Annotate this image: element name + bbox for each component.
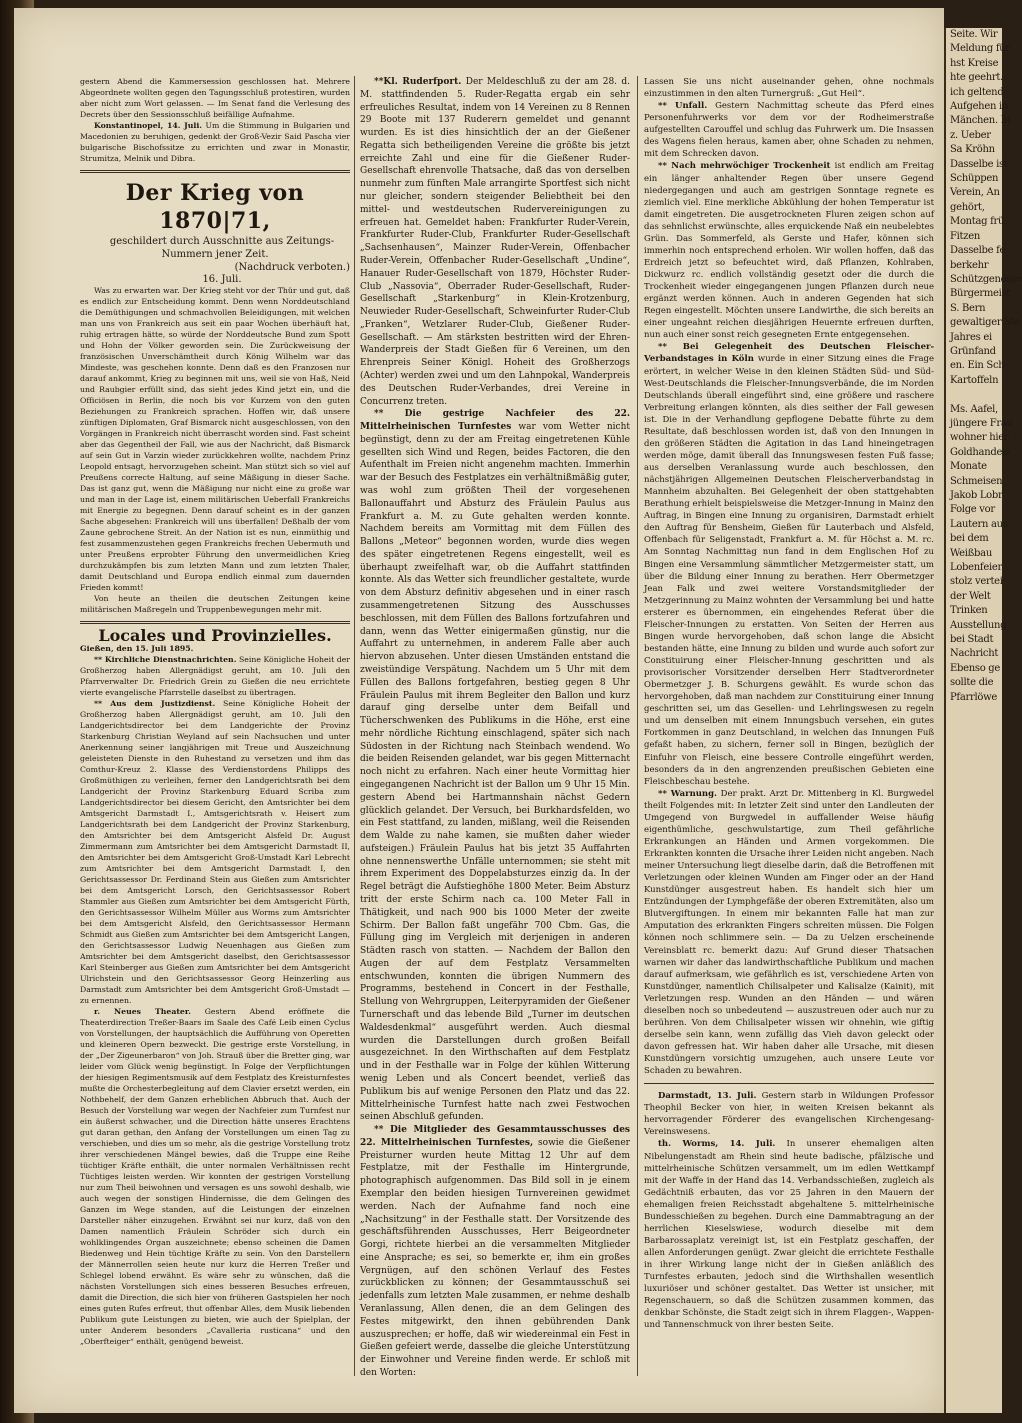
war-date: 16. Juli. <box>202 274 242 285</box>
paragraph-text: Um die Stimmung in Bulgarien und Macedonien zu beruhigen, gedenkt der Groß-Vezir Said Pascha vier bulgarische Bischofssitze zu errichten und zwar in Monastir, Strumitza, Melnik und Dibra. <box>80 121 350 163</box>
item-lead: Darmstadt, 13. Juli. <box>658 1091 757 1102</box>
page-fragment: Meldung für <box>950 43 1010 55</box>
item-divider <box>644 1083 934 1084</box>
news-item <box>80 698 350 1006</box>
news-item <box>360 408 630 1124</box>
page-fragment: Pfarrlöwe <box>950 691 997 703</box>
item-lead: ** Die gestrige Nachfeier des 22. Mittelrheinischen Turnfestes <box>360 409 630 433</box>
item-text: Der prakt. Arzt Dr. Mittenberg in Kl. Burgwedel theilt Folgendes mit: In letzter Zeit sind unter den Landleuten der Umgegend von Burgwedel in auffallender Weise häufig eigenthümliche, geschwulstartige, zum Theil gefährliche Erkrankungen an Händen und Armen vorgekommen. Die Erkrankten konnten die Ursache ihrer Leiden nicht angeben. Nach meiner Untersuchung liegt dieselbe darin, daß die Betroffenen mit Verletzungen oder kleinen Wunden am Finger oder an der Hand Kunstdünger ausgestreut haben. Es handelt sich hier um Entzündungen der Lymphgefäße der oberen Extremitäten, also um Blutvergiftungen. In einem mir bekannten Falle hat man zur Amputation des erkrankten Fingers schreiten müssen. Die Folgen können noch schlimmere sein. — Da zu Uelzen erscheinende Vereinsblatt rc. bemerkt dazu: Auf Grund dieser Thatsachen warnen wir daher das landwirthschaftliche Publikum und machen darauf aufmerksam, wie gefährlich es ist, verschiedene Arten von Kunstdünger, namentlich Chilisalpeter und Kalisalze (Kainit), mit Verletzungen resp. Wunden an den Händen — und wären dieselben noch so unbedeutend — auszustreuen oder auch nur zu berühren. Von dem Chilisalpeter wissen wir ohnehin, wie giftig derselbe sein kann, wenn zufällig das Vieh davon geleckt oder davon gefressen hat. Wir haben daher alle Ursache, mit diesen Kunstdüngern vorsichtig umzugehen, auch unsere Leute vor Schaden zu bewahren. <box>644 788 934 1077</box>
page-fragment: Nachricht <box>950 648 999 660</box>
item-text: In unserer ehemaligen alten Nibelungenstadt am Rhein sind heute badische, pfälzische und mittelrheinische Schützen versammelt, um im edlen Wettkampf mit der Waffe in der Hand das 14. Verbandsschießen, zugleich als Gedächtniß erbauten, das vor 25 Jahren in den Mauern der ehemaligen freien Reichsstadt abgehaltene 5. mittelrheinische Bundesschießen zu begehen. Durch eine Dammabtragung an der herrlichen Kieselswiese, wodurch dieselbe mit dem Barbarossaplatz vereinigt ist, ist ein Festplatz geschaffen, der allen Anforderungen genügt. Zwar gleicht die errichtete Festhalle in ihrer Wirkung lange nicht der in Gießen anläßlich des Turnfestes erbauten, jedoch sind die Wirthshallen wesentlich luxuriöser und schöner gestaltet. Das Wetter ist unsicher, mit Regenschauern, so daß die Schützen zusammen kommen, das denkbar Schönste, die Stadt zeigt sich in ihrem Flaggen-, Wappen- und Tannenschmuck von ihrer besten Seite. <box>644 1139 935 1331</box>
news-item <box>360 1124 630 1380</box>
news-item <box>644 76 934 100</box>
page-fragment: Bürgermeist <box>950 288 1011 300</box>
page-fragment: Jahres ei <box>950 331 992 343</box>
paragraph: Von heute an theilen die deutschen Zeitungen keine militärischen Maßregeln und Truppenbewegungen mehr mit. <box>80 594 350 614</box>
news-item <box>644 100 934 160</box>
item-lead: r. Neues Theater. <box>94 1007 191 1016</box>
reprint-note: (Nachdruck verboten.) <box>234 262 350 273</box>
column-rule <box>637 76 638 1376</box>
page-fragment: wohner hier <box>950 432 1009 444</box>
page-fragment: Verein, An <box>950 187 1000 199</box>
news-item <box>644 788 934 1078</box>
page-fragment: Sa Kröhn <box>950 144 995 156</box>
item-lead: ** Bei Gelegenheit des Deutschen Fleischer-Verbandstages in Köln <box>644 342 934 365</box>
item-text: Der Meldeschluß zu der am 28. d. M. stattfindenden 5. Ruder-Regatta ergab ein sehr erfreuliches Resultat, indem von 14 Vereinen zu 8 Rennen 29 Boote mit 137 Ruderern gemeldet und genannt wurden. Es ist dies hinsichtlich der an der Gießener Regatta sich betheiligenden Vereine die größte bis jetzt erreichte Zahl und eine für die Gießener Ruder-Gesellschaft ehrenvolle Thatsache, daß das von derselben nunmehr zum fünften Male arrangirte Sportfest sich nicht nur gleicher, sondern steigender Beliebtheit bei den mittel- und westdeutschen Rudervereinigungen zu erfreuen hat. Gemeldet haben: Frankfurter Ruder-Verein, Frankfurter Ruder-Club, Frankfurter Ruder-Gesellschaft „Sachsenhausen“, Mainzer Ruder-Verein, Offenbacher Ruder-Verein, Offenbacher Ruder-Gesellschaft „Undine“, Hanauer Ruder-Gesellschaft von 1879, Höchster Ruder-Club „Nassovia“, Oberrader Ruder-Gesellschaft, Ruder-Gesellschaft „Starkenburg“ in Klein-Krotzenburg, Neuwieder Ruder-Gesellschaft, Schweinfurter Ruder-Club „Franken“, Wetzlarer Ruder-Club, Gießener Ruder-Gesellschaft. — Am stärksten bestritten wird der Ehren-Wanderpreis der Stadt Gießen für 6 Vereinen, um den Ehrenpreis Seiner Königl. Hoheit des Großherzogs (Achter) werden zwei und um den Lahnpokal, Wanderpreis des Deutschen Ruder-Verbandes, drei Vereine in Concurrenz treten. <box>360 77 631 407</box>
item-lead: **Kl. Ruderfport. <box>374 77 462 87</box>
item-text: Gestern Nachmittag scheute das Pferd eines Personenfuhrwerks vor dem vor der Rodheimerstraße aufgestellten Carouffel und schlug das Fuhrwerk um. Die Insassen des Wagens fielen heraus, kamen aber, ohne Schaden zu nehmen, mit dem Schrecken davon. <box>644 101 935 160</box>
item-lead: ** Die Mitglieder des Gesammtausschusses des 22. Mittelrheinischen Turnfestes, <box>360 1125 630 1148</box>
item-text: Lassen Sie uns nicht auseinander gehen, ohne nochmals einzustimmen in den alten Turnergruß: „Gut Heil“. <box>644 77 934 100</box>
news-item <box>644 1090 934 1138</box>
page-fragment: Dasselbe ist <box>950 158 1008 170</box>
news-item <box>80 1006 350 1347</box>
war-subline: geschildert durch Ausschnitte aus Zeitungs-Nummern jener Zeit. <box>109 236 335 260</box>
page-fragment: Grünfand <box>950 345 996 357</box>
page-fragment: Ms. Aafel, <box>950 403 998 415</box>
column-2 <box>360 76 630 1380</box>
item-lead: ** Warnung. <box>658 788 718 799</box>
item-text: Seine Königliche Hoheit der Großherzog haben Allergnädigst geruht, am 10. Juli den Pfarrverwalter Dr. Friedrich Grein zu Gießen die neu errichtete vierte evangelische Pfarrstelle daselbst zu übertragen. <box>80 655 351 697</box>
section-divider <box>80 170 350 173</box>
page-fragment: z. Ueber <box>950 129 991 141</box>
page-fragment: Kartoffeln <box>950 374 999 386</box>
news-item <box>644 1138 934 1331</box>
item-lead: th. Worms, 14. Juli. <box>658 1139 776 1150</box>
news-item <box>80 654 350 698</box>
page-fragment: Ebenso ge <box>950 662 1001 674</box>
page-fragment: berkehr <box>950 259 989 271</box>
news-item <box>644 341 934 787</box>
section-divider <box>80 621 350 624</box>
item-lead: ** Aus dem Justizdienst. <box>94 699 216 708</box>
page-fragment: der Welt <box>950 590 991 602</box>
place-lead: Konstantinopel, 14. Juli. <box>94 121 202 130</box>
page-fragment: ich geltend <box>950 86 1004 98</box>
page-fragment: gewaltiger Ste <box>950 317 1021 329</box>
page-fragment: en. Ein Sch <box>950 360 1005 372</box>
page-fragment: hst Kreise <box>950 57 999 69</box>
news-item <box>360 76 630 408</box>
item-lead: ** Unfall. <box>658 101 708 112</box>
adjacent-page-edge <box>944 28 1022 1413</box>
page-fragment: Ausstellung <box>950 619 1007 631</box>
locales-title: Locales und Provinzielles. <box>98 626 332 645</box>
page-fragment: sollte die <box>950 677 994 689</box>
page-fragment: Schützgenosse <box>950 273 1022 285</box>
item-text: sowie die Gießener Preisturner wurden heute Mittag 12 Uhr auf dem Festplatze, mit der Festhalle im Hintergrunde, photographisch aufgenommen. Das Bild soll in je einem Exemplar den beiden hiesigen Turnvereinen gewidmet werden. Nach der Aufnahme fand noch eine „Nachsitzung“ in der Festhalle statt. Der Vorsitzende des geschäftsführenden Ausschusses, Herr Beigeordneter Gorgi, richtete hierbei an die versammelten Mitglieder eine Ansprache; es sei, so bemerkte er, ihm ein großes Vergnügen, auf den schönen Verlauf des Festes zurückblicken zu können; der Gesammtausschuß sei jedenfalls zum letzten Male zusammen, er nehme deshalb Veranlassung, Allen denen, die an dem Gelingen des Festes mitgewirkt, den ihnen gebührenden Dank auszusprechen; er hoffe, daß wir wiedereinmal ein Fest in Gießen gefeiert werde, dasselbe die gleiche Unterstützung der Einwohner und Vereine finden werde. Er schloß mit den Worten: <box>360 1137 630 1378</box>
dateline-text: Gießen, den 15. Juli 1895. <box>80 644 194 653</box>
page-fragment: Seite. Wir <box>950 29 998 40</box>
item-lead: ** Nach mehrwöchiger Trockenheit <box>658 161 831 172</box>
page-fragment: Dasselbe fe <box>950 245 1006 257</box>
item-text: Gestern starb in Wildungen Professor Theophil Becker von hier, in weiten Kreisen bekannt als hervorragender Förderer des evangelischen Kirchengesang-Vereinswesens. <box>644 1091 934 1138</box>
page-fragment: Fitzen <box>950 230 980 242</box>
page-fragment: Goldhandels <box>950 446 1010 458</box>
page-fragment: Jakob Lobr <box>950 490 1003 501</box>
page-fragment: gehört, <box>950 201 985 213</box>
page-fragment: Schüppen <box>950 173 999 185</box>
page-fragment: jüngere Frau <box>950 417 1013 429</box>
page-fragment: Aufgehen in <box>950 101 1008 113</box>
item-text: wurde in einer Sitzung eines die Frage erörtert, in welcher Weise in den kleinen Städten Süd- und Süd-West-Deutschlands die Fleischer-Innungsverbände, die im Norden Deutschlands überall eingeführt sind, eine größere und raschere Verbreitung erlangen könnten, als dies seither der Fall gewesen ist. Die in der Verhandlung gepflogene Debatte führte zu dem Resultate, daß beschlossen worden ist, daß von den Innungen in den größeren Städten die Agitation in das Land hineingetragen werden möge, damit überall das Innungswesen festen Fuß fasse; aus derselben Veranlassung wurde auch beschlossen, den nächstjährigen Allgemeinen Deutschen Fleischerverbandstag in Mannheim abzuhalten. Bei Gelegenheit der oben stattgehabten Berathung erhielt beispielsweise die Metzger-Innung in Mainz den Auftrag, in Bingen eine Innung zu organisiren, Darmstadt erhielt den Auftrag für Bensheim, Gießen für Lauterbach und Alsfeld, Offenbach für Seligenstadt, Frankfurt a. M. für Höchst a. M. rc. Am Sonntag Nachmittag nun fand in dem Englischen Hof zu Bingen eine Versammlung sämmtlicher Metzgermeister statt, um über die Bildung einer Innung zu berathen. Herr Obermetzger Jean Falk und zwei weitere Vorstandsmitglieder der Metzgerinnung zu Mainz wohnten der Versammlung bei und hatte ersterer es übernommen, ein eingehendes Referat über die Fleischer-Innungen zu erstatten. Von Seiten der Herren aus Bingen wurde hervorgehoben, daß schon lange die Absicht bestanden hätte, eine Innung zu bilden und wurde auch sofort zur Constituirung einer Fleischer-Innung geschritten und als provisorischer Vorsitzender derselben Herr Stadtverordneter Obermetzger J. B. Schurgens gewählt. Es wurde schon das hervorgehoben, daß man nachdem zur Constituirung einer Innung geschritten sei, um das Gesellen- und Lehrlingswesen zu regeln und um denselben mit einem Innungsbuch versehen, ein gutes Fortkommen in ganz Deutschland, in welchen das Innungen Fuß gefaßt haben, zu sichern, ferner soll in Bingen, bezüglich der Einfuhr von Fleisch, eine bessere Controlle eingeführt werden, besonders da in den angrenzenden preußischen Gebieten eine Fleischbeschau bestehe. <box>644 354 934 787</box>
page-fragment: S. Bern <box>950 302 986 314</box>
column-3 <box>644 76 934 1331</box>
page-fragment: Folge vor <box>950 504 995 516</box>
paragraph <box>80 120 350 164</box>
page-fragment: Weißbau <box>950 547 992 559</box>
item-text: Seine Königliche Hoheit der Großherzog haben Allergnädigst geruht, am 10. Juli den Landgerichtsdirector bei dem Landgerichte der Provinz Starkenburg Christian Weyland auf sein Nachsuchen und unter Anerkennung seiner langjährigen mit Treue und Auszeichnung geleisteten Dienste in den Ruhestand zu versetzen und ihm das Comthur-Kreuz 2. Klasse des Verdienstordens Philipps des Großmüthigen zu verleihen, ferner den Landgerichtsrath bei dem Landgericht der Provinz Starkenburg Eduard Scriba zum Landgerichtsdirector bei diesem Gericht, den Amtsrichter bei dem Amtsgericht Darmstadt I., Amtsgerichtsrath v. Heisert zum Landgerichtsrath bei dem Landgericht der Provinz Starkenburg, den Amtsrichter bei dem Amtsgericht Alsfeld Dr. August Zimmermann zum Amtsrichter bei dem Amtsgericht Darmstadt II, den Amtsrichter bei dem Amtsgericht Groß-Umstadt Karl Lebrecht zum Amtsrichter bei dem Amtsgericht Darmstadt I, den Gerichtsassessor Dr. Ferdinand Stein aus Gießen zum Amtsrichter bei dem Amtsgericht Lorsch, den Gerichtsassessor Robert Stammler aus Gießen zum Amtsrichter bei dem Amtsgericht Fürth, den Gerichtsassessor Wilhelm Müller aus Worms zum Amtsrichter bei dem Amtsgericht Alsfeld, den Gerichtsassessor Hermann Schmidt aus Gießen zum Amtsrichter bei dem Amtsgericht Langen, den Gerichtsassessor Ludwig Neuenhagen aus Gießen zum Amtsrichter bei dem Amtsgericht daselbst, den Gerichtsassessor Karl Steinberger aus Gießen zum Amtsrichter bei dem Amtsgericht Ulrichstein und den Gerichtsassessor Georg Heinzerling aus Darmstadt zum Amtsrichter bei dem Amtsgericht Groß-Umstadt — zu ernennen. <box>80 699 351 1005</box>
page-fragment: bei dem <box>950 533 989 545</box>
page-fragment: Lautern aus <box>950 518 1008 530</box>
item-text: ist endlich am Freitag ein länger anhaltender Regen über unsere Gegend niedergegangen und auch am gestrigen Sonntage regnete es ziemlich viel. Eine merkliche Abkühlung der hohen Temperatur ist damit eingetreten. Die ausgetrockneten Fluren zeigen schon auf das sehnlichst erwünschte, alles erquickende Naß ein neubelebtes Grün. Das Sommerfeld, als Gerste und Hafer, können sich immerhin noch entsprechend erholen. Wir wollen hoffen, daß das Erdreich jetzt so befeuchtet wird, daß Pflanzen, Kohlraben, Dickwurz rc. endlich vollständig gesetzt oder die durch die Trockenheit wieder eingegangenen jungen Pflanzen durch neue ergänzt werden können. Auch in anderen Gegenden hat sich Regen eingestellt. Möchten unsere Landwirthe, die sich bereits an einer ungeahnt reichen diesjährigen Heuernte erfreuen durften, nun auch einer sonst reich gesegneten Ernte entgegensehen. <box>644 161 935 341</box>
page-fragment: Monate <box>950 461 987 473</box>
column-rule <box>354 76 355 1376</box>
war-headline: Der Krieg von 1870|71, <box>125 180 305 234</box>
item-text: war vom Wetter nicht begünstigt, denn zu der am Freitag eingetretenen Kühle gesellten sich Wind und Regen, beides Factoren, die den Aufenthalt im Freien nicht angenehm machten. Immerhin war der Besuch des Festplatzes ein verhältnißmäßig guter, was wohl zum größten Theil der vorgesehenen Ballonauffahrt und Absturz des Fräulein Paulus aus Frankfurt a. M. zu Gute gehalten werden konnte. Nachdem bereits am Vormittag mit dem Füllen des Ballons „Meteor“ begonnen worden, wurde dies wegen des später eingetretenen Regens eingestellt, weil es überhaupt zweifelhaft war, ob die Auffahrt stattfinden konnte. Als das Wetter sich freundlicher gestaltete, wurde von dem Absturz definitiv abgesehen und in einer rasch zusammengetretenen Sitzung des Ausschusses beschlossen, mit dem Füllen des Ballons fortzufahren und dann, wenn das Wetter einigermaßen günstig, nur die Auffahrt zu unternehmen, in anderem Falle aber auch hiervon abzusehen. Unter diesen Umständen entstand die zweistündige Verspätung. Nachdem um 5 Uhr mit dem Füllen des Ballons fortgefahren, bestieg gegen 8 Uhr Fräulein Paulus mit ihrem Begleiter den Ballon und kurz darauf ging derselbe unter dem Beifall und Tücherschwenken des Publikums in die Höhe, erst eine mehr nördliche Richtung einschlagend, später sich nach Südosten in der Richtung nach Steinbach wendend. Wo die beiden Reisenden gelandet, war bis gegen Mitternacht noch nicht zu erfahren. Nach einer heute Vormittag hier eingegangenen Nachricht ist der Ballon um 9 Uhr 15 Min. gestern Abend bei Hartmannshain nächst Gedern glücklich gelandet. Der Versuch, bei Burkhardsfelden, wo ein Fest stattfand, zu landen, mißlang, weil die Reisenden dem Walde zu nahe kamen, sie mußten daher wieder aufsteigen.) Fräulein Paulus hat bis jetzt 35 Auffahrten ohne nennenswerthe Unfälle unternommen; sie steht mit ihrem Experiment des Doppelabsturzes einzig da. In der Regel beträgt die Aufstieghöhe 1800 Meter. Beim Absturz tritt der erste Schirm nach ca. 100 Meter Fall in Thätigkeit, und nach 900 bis 1000 Meter der zweite Schirm. Der Ballon faßt ungefähr 700 Cbm. Gas, die Füllung ging im Vergleich mit derjenigen in anderen Städten rasch von statten. — Nachdem der Ballon den Augen der auf dem Festplatz Versammelten entschwunden, konnten die übrigen Nummern des Programms, bestehend in Concert in der Festhalle, Stellung von Wehrgruppen, Leiterpyramiden der Gießener Turnerschaft und das lebende Bild „Turner im deutschen Waldesdenkmal“ ausgeführt werden. Auch diesmal wurden die Darstellungen durch großen Beifall ausgezeichnet. In den Wirthschaften auf dem Festplatz und in der Festhalle war in Folge der kühlen Witterung wenig Leben und als Concert beendet, verließ das Publikum bis auf wenige Personen den Platz und das 22. Mittelrheinische Turnfest hatte nach zwei Festwochen seinen Abschluß gefunden. <box>360 422 630 1123</box>
page-fragment: Montag frü <box>950 216 1005 228</box>
news-item <box>644 160 934 341</box>
page-fragment: Lobenfeier <box>950 562 1002 574</box>
page-fragment: hte geehrt. <box>950 72 1003 84</box>
paragraph: gestern Abend die Kammersession geschlossen hat. Mehrere Abgeordnete wollten gegen den Tagungsschluß protestiren, wurden aber nicht zum Wort gelassen. — Im Senat fand die Verlesung des Decrets über den Sessionsschluß beifällige Aufnahme. <box>80 77 350 119</box>
page-fragment: Mänchen. In <box>950 115 1011 127</box>
paragraph: Was zu erwarten war. Der Krieg steht vor der Thür und gut, daß es endlich zur Entscheidung kommt. Denn wenn Norddeutschland die Demüthigungen und schmachvollen Beleidigungen, mit welchen man uns von Frankreich aus seit ein paar Wochen überhäuft hat, ruhig ertragen hätte, so würde der Norddeutsche Bund zum Spott und Hohn der Völker geworden sein. Die Zurückweisung der französischen Unverschämtheit durch König Wilhelm war das Mindeste, was geschehen konnte. Denn daß es den Franzosen nur darauf ankommt, Krieg zu beginnen mit uns, weil sie von Haß, Neid und Raubgier erfüllt sind, das sieht jedes Kind jetzt ein, und die Officiösen in Berlin, die noch bis vor Kurzem von den guten Beziehungen zu Frankreich sprachen. Hoffen wir, daß unsere zünftigen Diplomaten, Graf Bismarck nicht ausgeschlossen, von den Vorgängen in Frankreich nicht überrascht worden sind. Fast scheint aber das Gegentheil der Fall, wie aus der Nachricht, daß Bismarck auf sein Gut in Varzin wieder zurückkehren wollte, nachdem Prinz Leopold entsagt, hervorzugehen scheint. Man stützt sich so viel auf Preußens correcte Haltung, auf seine Mäßigung in dieser Sache. Das ist ganz gut, wenn die Mäßigung nur nicht eine zu große war und man in der Lage ist, einem militärischen Ueberfall Frankreichs mit Energie zu begegnen. Denn darauf scheint es in der ganzen Sache abgesehen: Frankreich will uns überfallen! Deßhalb der vom Zaune gebrochene Streit. An der Nation ist es nun, einmüthig und fest zusammenzustehen gegen Frankreichs frechen Uebermuth und unter Preußens erprobter Führung den unvermeidlichen Krieg durchzukämpfen bis zum letzten Mann und zum letzten Thaler, damit Deutschland und Europa endlich einmal zum dauernden Frieden kommt! <box>80 286 350 592</box>
column-1 <box>80 76 350 1347</box>
item-text: Gestern Abend eröffnete die Theaterdirection Treßer-Baars im Saale des Café Leib einen Cyclus von Vorstellungen, der hauptsächlich die Aufführung von Operetten und kleineren Opern bezweckt. Die gestrige erste Vorstellung, in der „Der Zigeunerbaron“ von Joh. Strauß über die Bretter ging, war leider vom Glück wenig begünstigt. In Folge der Verpflichtungen der hiesigen Regimentsmusik auf dem Festplatz des Kreisturnfestes mußte die Orchesterbegleitung auf dem Clavier ersetzt werden, ein Nothbehelf, der dem Ganzen erheblichen Abbruch that. Auch der Besuch der Vorstellung war wegen der Nachfeier zum Turnfest nur ein äußerst schwacher, und die Direction hätte unseres Erachtens gut daran gethan, den Anfang der Vorstellungen um einen Tag zu verschieben, und dies um so mehr, als die gestrige Vorstellung trotz ihrer verschiedenen Mängel bewies, daß die Truppe eine Reihe tüchtiger Kräfte enthält, die unter normalen Verhältnissen recht Tüchtiges leisten werden. Wir konnten der gestrigen Vorstellung nur zum Theil beiwohnen und versagen es uns sowohl deshalb, wie auch wegen der sonstigen Hindernisse, die dem Gelingen des Ganzen im Wege standen, auf die Leistungen der einzelnen Darsteller näher einzugehen. Erwähnt sei nur kurz, daß von den Damen namentlich Fräulein Schröder sich durch ein wohlklingendes Organ auszeichnete; ebenso scheinen die Damen Biedenweg und Hein tüchtige Kräfte zu sein. Von den Darstellern der Männerrollen seien heute nur kurz die Herren Treßer und Schlegel lobend erwähnt. Es wäre sehr zu wünschen, daß die nächsten Vorstellungen sich eines besseren Besuches erfreuen, damit die Direction, die sich hier von früheren Gastspielen her noch eines guten Rufes erfreut, thut offenbar Alles, dem Musik liebenden Publikum gute Leistungen zu bieten, wie auch der Spielplan, der unter Anderem besonders „Cavalleria rusticana“ und den „Oberfteiger“ enthält, genügend beweist. <box>80 1007 350 1346</box>
item-lead: ** Kirchliche Dienstnachrichten. <box>94 655 237 664</box>
page-fragment <box>946 388 1002 402</box>
page-fragment: Schmeisen <box>950 475 1003 487</box>
page-fragment: stolz vertei <box>950 576 1003 588</box>
page-fragment: bei Stadt <box>950 634 994 646</box>
page-fragment: Trinken <box>950 605 988 617</box>
